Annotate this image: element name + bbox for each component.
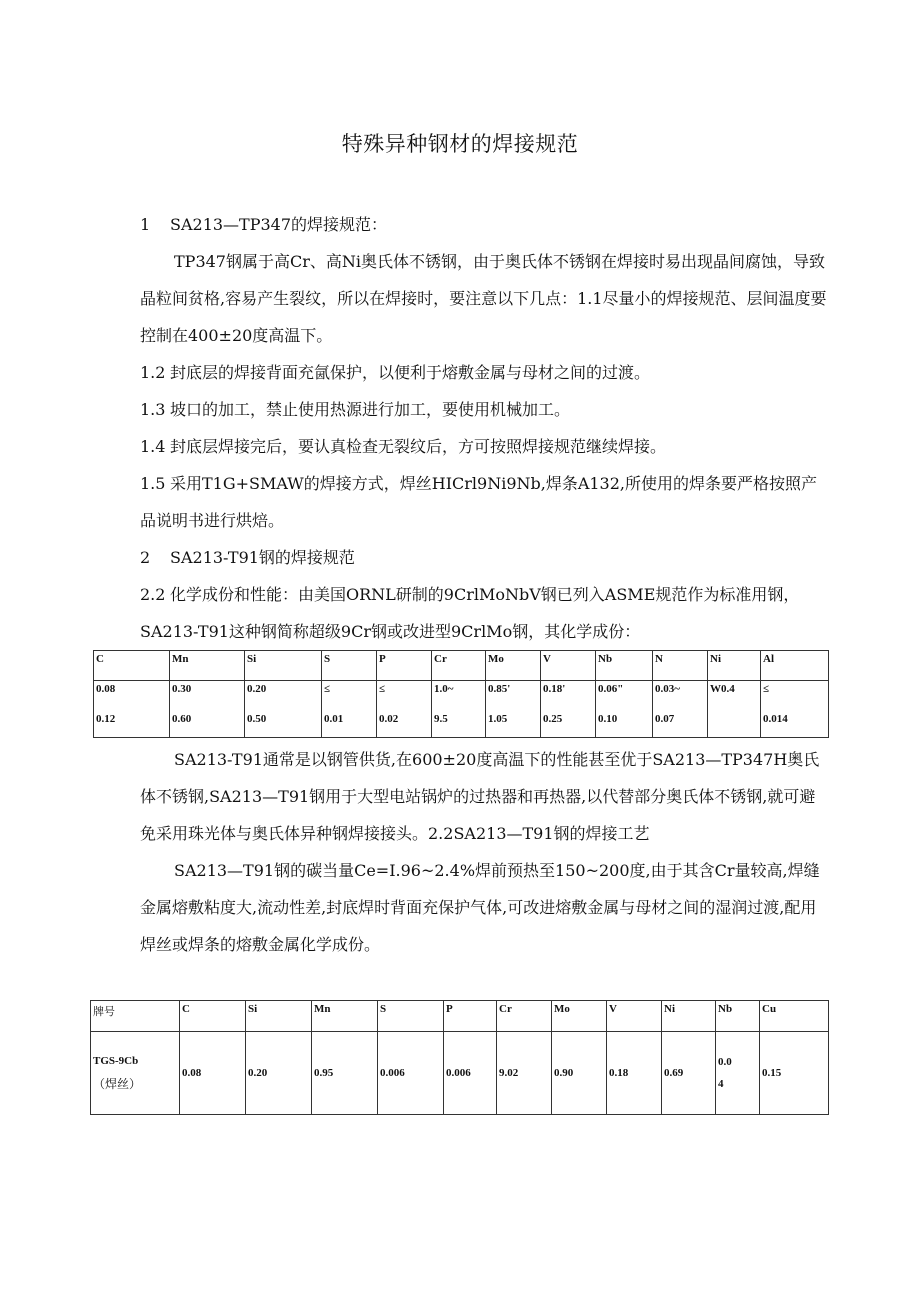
- table-header-cell: V: [541, 651, 596, 681]
- range-max: 0.50: [247, 713, 267, 725]
- range-min: W0.4: [710, 683, 735, 695]
- table-cell: 0.90: [552, 1032, 607, 1115]
- table-cell: [708, 681, 761, 738]
- document-title: 特殊异种钢材的焊接规范: [341, 132, 579, 156]
- table-header-cell: C: [180, 1001, 246, 1032]
- range-min: ≤: [379, 683, 386, 695]
- range-max: 0.10: [598, 713, 618, 725]
- table-cell: [94, 681, 170, 738]
- list-item: [140, 465, 830, 539]
- list-item: [140, 391, 830, 428]
- table-header-cell: C: [94, 651, 170, 681]
- list-item: [140, 354, 830, 391]
- range-max: 9.5: [434, 713, 448, 725]
- table-header-cell: 牌号: [91, 1001, 180, 1032]
- table-header-cell: Si: [245, 651, 322, 681]
- range-min: 0.20: [247, 683, 267, 695]
- section-number: 1: [140, 215, 151, 234]
- table-header-cell: V: [607, 1001, 662, 1032]
- table-cell: 0.15: [760, 1032, 829, 1115]
- section-1-heading: [140, 206, 830, 243]
- table-header-cell: Ni: [708, 651, 761, 681]
- table-header-row: [91, 1001, 829, 1032]
- table-cell: [486, 681, 541, 738]
- table-cell: [716, 1032, 760, 1115]
- table-header-cell: Al: [761, 651, 829, 681]
- item-text: 封底层焊接完后，要认真检查无裂纹后，方可按照焊接规范继续焊接。: [170, 437, 667, 456]
- section-1-intro: TP347钢属于高Cr、高Ni奥氏体不锈钢，由于奥氏体不锈钢在焊接时易出现晶间腐蚀，导致晶粒间贫格,容易产生裂纹，所以在焊接时，要注意以下几点：1.1尽量小的焊接规范、层间温度要控制在400±20度高温下。: [140, 252, 827, 345]
- table-header-cell: S: [378, 1001, 444, 1032]
- table-cell: [596, 681, 653, 738]
- table-header-cell: Nb: [716, 1001, 760, 1032]
- item-number: 1.4: [140, 437, 166, 456]
- range-max: 0.07: [655, 713, 675, 725]
- table-cell: [91, 1032, 180, 1115]
- table-cell: [653, 681, 708, 738]
- table-cell: [170, 681, 245, 738]
- section-2-2: [140, 576, 830, 650]
- table-cell: [377, 681, 432, 738]
- table-header-cell: Mo: [486, 651, 541, 681]
- table-header-cell: Mn: [312, 1001, 378, 1032]
- item-number: 2.2: [140, 585, 166, 604]
- section-2-paragraph-2: SA213—T91钢的碳当量Ce=I.96~2.4%焊前预热至150~200度,由于其含Cr量较高,焊缝金属熔敷粘度大,流动性差,封底焊时背面充保护气体,可改进熔敷金属与母材之间的湿润过渡,配用焊丝或焊条的熔敷金属化学成份。: [140, 861, 820, 954]
- item-text: 封底层的焊接背面充氤保护，以便利于熔敷金属与母材之间的过渡。: [170, 363, 651, 382]
- item-text: 采用T1G+SMAW的焊接方式，焊丝HICrl9Ni9Nb,焊条A132,所使用的焊条要严格按照产品说明书进行烘焙。: [140, 474, 818, 530]
- range-min: 0.18': [543, 683, 566, 695]
- table-cell: 0.69: [662, 1032, 716, 1115]
- table-cell: 0.20: [246, 1032, 312, 1115]
- brand-name: TGS-9Cb: [93, 1054, 139, 1067]
- item-text: 化学成份和性能：由美国ORNL研制的9CrlMoNbV钢已列入ASME规范作为标准用钢，SA213-T91这种钢简称超级9Cr钢或改进型9CrlMo钢，其化学成份：: [140, 585, 800, 641]
- range-min: 0.08: [96, 683, 116, 695]
- table-row: [94, 681, 829, 738]
- table-header-cell: S: [322, 651, 377, 681]
- range-min: ≤: [324, 683, 331, 695]
- section-number: 2: [140, 548, 151, 567]
- table-header-cell: Cu: [760, 1001, 829, 1032]
- item-number: 1.3: [140, 400, 166, 419]
- cell-value-wrap: 4: [718, 1078, 724, 1090]
- item-text: 坡口的加工，禁止使用热源进行加工，要使用机械加工。: [170, 400, 571, 419]
- table-cell: [322, 681, 377, 738]
- table-header-cell: P: [377, 651, 432, 681]
- range-min: 0.30: [172, 683, 192, 695]
- table-cell: 9.02: [497, 1032, 552, 1115]
- section-2-heading: [140, 539, 830, 576]
- table-cell: [541, 681, 596, 738]
- range-max: 0.014: [763, 713, 788, 725]
- table-cell: [245, 681, 322, 738]
- table-cell: 0.006: [378, 1032, 444, 1115]
- table-header-row: [94, 651, 829, 681]
- range-max: 1.05: [488, 713, 508, 725]
- table-cell: 0.95: [312, 1032, 378, 1115]
- table-header-cell: Cr: [497, 1001, 552, 1032]
- range-min: 0.03~: [655, 683, 680, 695]
- table-cell: 0.006: [444, 1032, 497, 1115]
- table-cell: [761, 681, 829, 738]
- list-item: [140, 428, 830, 465]
- table-header-cell: Mn: [170, 651, 245, 681]
- range-max: 0.12: [96, 713, 116, 725]
- range-min: ≤: [763, 683, 770, 695]
- filler-composition-table: [90, 1000, 829, 1115]
- section-heading-text: SA213-T91钢的焊接规范: [170, 548, 355, 567]
- table-header-cell: Ni: [662, 1001, 716, 1032]
- table-cell: 0.08: [180, 1032, 246, 1115]
- range-min: 0.85': [488, 683, 511, 695]
- table-header-cell: Cr: [432, 651, 486, 681]
- table-row: [91, 1032, 829, 1115]
- cell-value: 0.0: [718, 1056, 732, 1068]
- table-cell: 0.18: [607, 1032, 662, 1115]
- table-header-cell: Mo: [552, 1001, 607, 1032]
- item-number: 1.5: [140, 474, 166, 493]
- table-header-cell: Si: [246, 1001, 312, 1032]
- table-header-cell: P: [444, 1001, 497, 1032]
- range-max: 0.02: [379, 713, 399, 725]
- item-number: 1.2: [140, 363, 166, 382]
- section-heading-text: SA213—TP347的焊接规范：: [170, 215, 388, 234]
- brand-note: （焊丝）: [93, 1076, 142, 1091]
- section-2-paragraph-1: SA213-T91通常是以钢管供货,在600±20度高温下的性能甚至优于SA213—TP347H奥氏体不锈钢,SA213—T91钢用于大型电站锅炉的过热器和再热器,以代替部分奥氏体不锈钢,就可避免采用珠光体与奥氏体异种钢焊接接头。2.2SA213—T91钢的焊接工艺: [140, 750, 820, 843]
- range-max: 0.60: [172, 713, 192, 725]
- t91-composition-table: [93, 650, 829, 738]
- range-max: 0.25: [543, 713, 563, 725]
- range-min: 1.0~: [434, 683, 454, 695]
- table-header-cell: N: [653, 651, 708, 681]
- range-min: 0.06": [598, 683, 624, 695]
- table-cell: [432, 681, 486, 738]
- range-max: 0.01: [324, 713, 344, 725]
- table-header-cell: Nb: [596, 651, 653, 681]
